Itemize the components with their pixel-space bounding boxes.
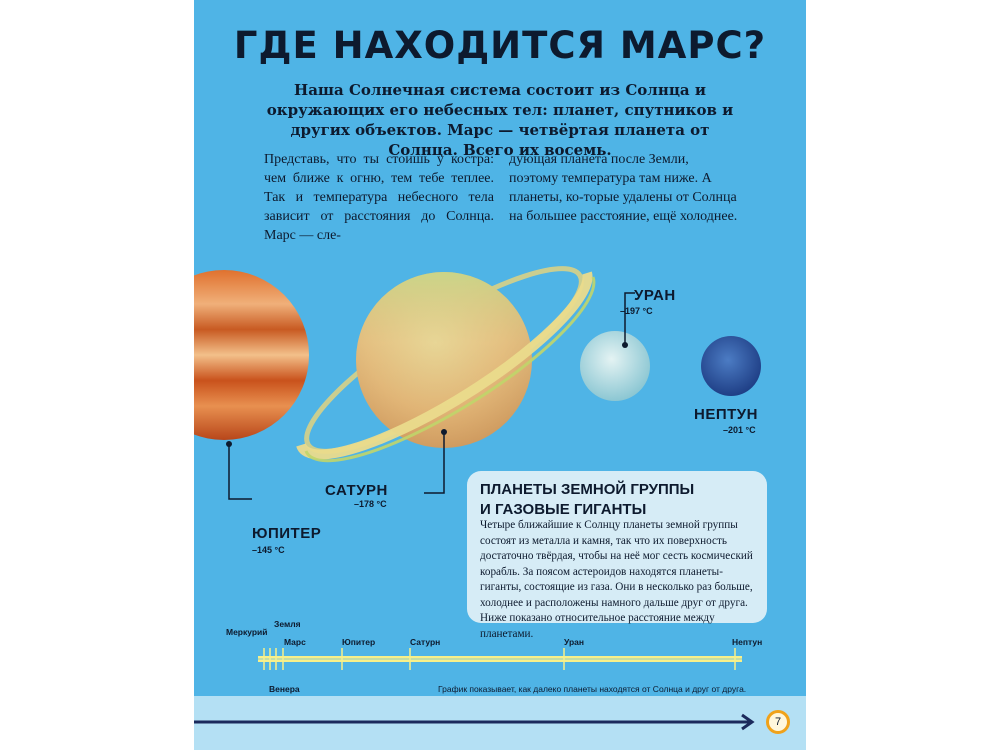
scale-label-jupiter: Юпитер — [342, 637, 376, 647]
info-box-title-line-1: ПЛАНЕТЫ ЗЕМНОЙ ГРУППЫ — [480, 481, 695, 498]
jupiter-label: ЮПИТЕР — [252, 525, 322, 542]
uranus-planet — [580, 331, 650, 401]
body-column-1: Представь, что ты стоишь у костра: чем ближе к огню, тем тебе теплее. Так и температура небесного тела зависит от расстояния до Солнца. Марс — сле- — [264, 152, 494, 243]
jupiter-planet — [194, 270, 309, 440]
neptune-label: НЕПТУН — [694, 406, 758, 423]
arrow-right-icon — [194, 712, 764, 732]
scale-label-venus: Венера — [269, 684, 300, 694]
scale-label-uranus: Уран — [564, 637, 585, 647]
lead-paragraph: Наша Солнечная система состоит из Солнца и окружающих его небесных тел: планет, спутников и других объектов. Марс — четвёртая планета от Солнца. Всего их восемь. — [266, 81, 734, 159]
neptune-planet — [701, 336, 761, 396]
jupiter-pointer — [229, 444, 252, 499]
uranus-temp: –197 °C — [620, 306, 653, 316]
page-title: ГДЕ НАХОДИТСЯ МАРС? — [233, 24, 767, 67]
saturn-temp: –178 °C — [354, 499, 387, 509]
scale-label-mars: Марс — [284, 637, 306, 647]
jupiter-temp: –145 °C — [252, 545, 285, 555]
info-box-text: Четыре ближайшие к Солнцу планеты земной группы состоят из металла и камня, так что их поверхность достаточно твёрдая, чтобы на неё мог сесть космический корабль. За поясом астероидов находятся планеты-гиганты, состоящие из газа. Они в несколько раз больше, холоднее и расположены намного дальше друг от друга. Ниже показано относительное расстояние между планетами. — [480, 519, 753, 640]
scale-label-earth: Земля — [274, 619, 301, 629]
uranus-label: УРАН — [634, 287, 676, 304]
scale-caption: График показывает, как далеко планеты находятся от Солнца и друг от друга. — [438, 684, 747, 694]
neptune-temp: –201 °C — [723, 425, 756, 435]
info-box-title-line-2: И ГАЗОВЫЕ ГИГАНТЫ — [480, 501, 647, 518]
info-box-title — [480, 480, 760, 520]
book-page — [194, 0, 806, 750]
scale-label-neptune: Нептун — [732, 637, 763, 647]
scale-label-mercury: Меркурий — [226, 627, 268, 637]
page-number: 7 — [766, 710, 790, 734]
saturn-label: САТУРН — [325, 482, 388, 499]
body-column-2: дующая планета после Земли, поэтому температура там ниже. А планеты, ко-торые удалены от Солнца на большее расстояние, ещё холоднее. — [509, 152, 738, 224]
scale-label-saturn: Сатурн — [410, 637, 441, 647]
